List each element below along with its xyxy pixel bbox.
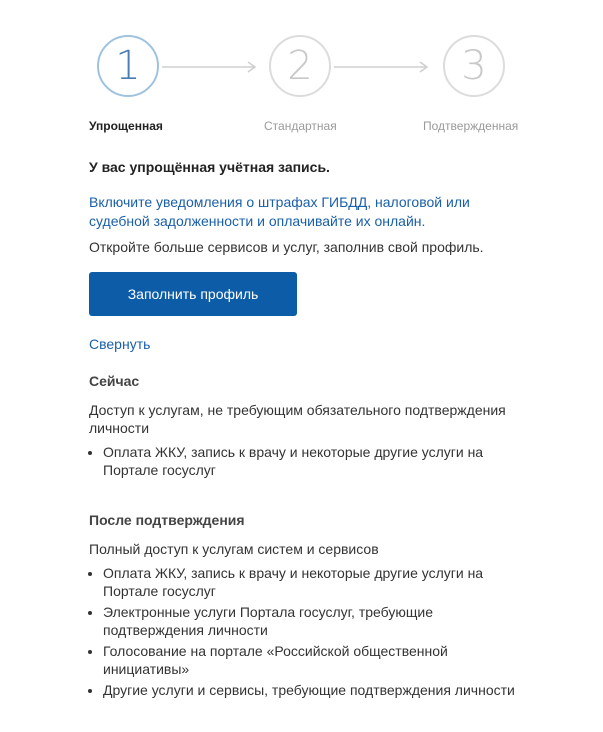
step-3-circle	[443, 35, 505, 97]
now-section-title: Сейчас	[89, 373, 140, 389]
arrow-right-icon	[334, 60, 430, 74]
step-3-label: Подтвержденная	[423, 119, 519, 133]
notifications-link[interactable]: Включите уведомления о штрафах ГИБДД, налоговой или судебной задолженности и оплачивайте их онлайн.	[89, 194, 470, 229]
now-section	[89, 372, 519, 479]
step-1-number: 1	[115, 43, 141, 89]
account-status-headline: У вас упрощённая учётная запись.	[89, 159, 330, 175]
after-section-description: Полный доступ к услугам систем и сервисов	[89, 541, 379, 557]
now-services-list	[89, 443, 519, 479]
list-item: • Другие услуги и сервисы, требующие подтверждения личности	[103, 681, 519, 699]
step-2-circle	[269, 35, 331, 97]
step-1-label: Упрощенная	[89, 119, 163, 133]
arrow-right-icon	[162, 60, 258, 74]
account-info-panel	[89, 158, 519, 702]
after-section-title: После подтверждения	[89, 512, 245, 528]
step-3-number: 3	[461, 43, 487, 89]
list-item: • Голосование на портале «Российской общественной инициативы»	[103, 642, 519, 678]
step-2-number: 2	[287, 43, 313, 89]
account-level-stepper	[0, 0, 603, 140]
after-confirmation-section	[89, 511, 519, 699]
after-services-list	[89, 564, 519, 699]
profile-hint-text: Откройте больше сервисов и услуг, заполнив свой профиль.	[89, 239, 484, 255]
list-item: • Оплата ЖКУ, запись к врачу и некоторые другие услуги на Портале госуслуг	[103, 443, 519, 479]
list-item: • Электронные услуги Портала госуслуг, требующие подтверждения личности	[103, 603, 519, 639]
collapse-link[interactable]: Свернуть	[89, 336, 151, 352]
step-2-label: Стандартная	[264, 119, 337, 133]
fill-profile-button[interactable]: Заполнить профиль	[89, 272, 297, 316]
step-1-circle	[97, 35, 159, 97]
list-item: • Оплата ЖКУ, запись к врачу и некоторые другие услуги на Портале госуслуг	[103, 564, 519, 600]
now-section-description: Доступ к услугам, не требующим обязательного подтверждения личности	[89, 402, 506, 436]
